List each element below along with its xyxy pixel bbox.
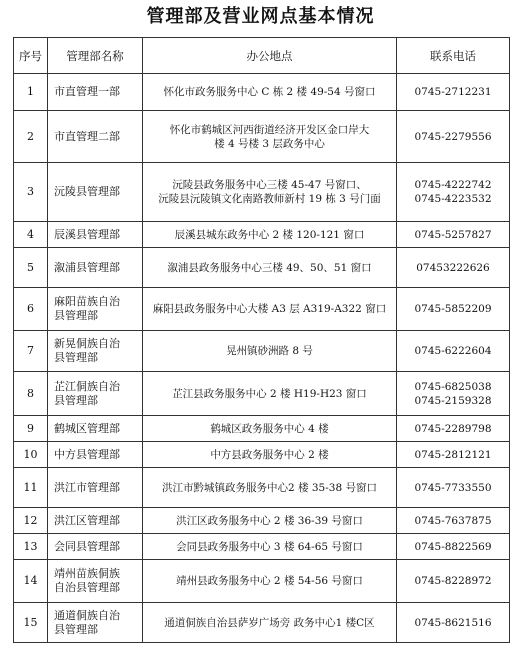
page-title: 管理部及营业网点基本情况 <box>146 6 375 27</box>
table-row <box>14 560 510 603</box>
row-dept: 洪江市管理部 <box>48 468 143 508</box>
table-row <box>14 442 510 468</box>
row-no: 1 <box>14 74 48 111</box>
row-no: 13 <box>14 534 48 560</box>
row-dept: 中方县管理部 <box>48 442 143 468</box>
row-addr: 辰溪县城东政务中心 2 楼 120-121 窗口 <box>143 222 397 248</box>
table-row <box>14 248 510 288</box>
row-no: 2 <box>14 111 48 163</box>
row-no: 12 <box>14 508 48 534</box>
row-addr: 中方县政务服务中心 2 楼 <box>143 442 397 468</box>
table-row <box>14 603 510 643</box>
row-dept: 通道侗族自治 县管理部 <box>48 603 143 643</box>
row-tel: 0745-7637875 <box>397 508 510 534</box>
row-no: 9 <box>14 416 48 442</box>
row-dept: 辰溪县管理部 <box>48 222 143 248</box>
row-tel: 0745-2279556 <box>397 111 510 163</box>
row-addr: 怀化市政务服务中心 C 栋 2 楼 49-54 号窗口 <box>143 74 397 111</box>
row-no: 4 <box>14 222 48 248</box>
row-dept: 新晃侗族自治 县管理部 <box>48 331 143 372</box>
row-no: 3 <box>14 163 48 222</box>
row-tel: 07453222626 <box>397 248 510 288</box>
row-dept: 会同县管理部 <box>48 534 143 560</box>
table-row <box>14 331 510 372</box>
table-row <box>14 163 510 222</box>
row-addr: 靖州县政务服务中心 2 楼 54-56 号窗口 <box>143 560 397 603</box>
row-tel: 0745-2712231 <box>397 74 510 111</box>
row-addr: 沅陵县政务服务中心三楼 45-47 号窗口、 沅陵县沅陵镇文化南路教师新村 19 栋 3 号门面 <box>143 163 397 222</box>
row-addr: 鹤城区政务服务中心 4 楼 <box>143 416 397 442</box>
row-dept: 市直管理二部 <box>48 111 143 163</box>
row-dept: 洪江区管理部 <box>48 508 143 534</box>
table-header-row <box>14 38 510 74</box>
row-dept: 溆浦县管理部 <box>48 248 143 288</box>
row-no: 11 <box>14 468 48 508</box>
table-row <box>14 222 510 248</box>
row-no: 15 <box>14 603 48 643</box>
row-dept: 市直管理一部 <box>48 74 143 111</box>
header-no: 序号 <box>14 38 48 74</box>
row-addr: 会同县政务服务中心 3 楼 64-65 号窗口 <box>143 534 397 560</box>
row-tel: 0745-6222604 <box>397 331 510 372</box>
row-no: 8 <box>14 372 48 416</box>
row-addr: 芷江县政务服务中心 2 楼 H19-H23 窗口 <box>143 372 397 416</box>
table-row <box>14 508 510 534</box>
table-row <box>14 74 510 111</box>
row-tel: 0745-7733550 <box>397 468 510 508</box>
row-no: 10 <box>14 442 48 468</box>
row-dept: 鹤城区管理部 <box>48 416 143 442</box>
row-addr: 麻阳县政务服务中心大楼 A3 层 A319-A322 窗口 <box>143 288 397 331</box>
table-row <box>14 111 510 163</box>
row-tel: 0745-8621516 <box>397 603 510 643</box>
row-tel: 0745-2289798 <box>397 416 510 442</box>
table-row <box>14 468 510 508</box>
row-no: 7 <box>14 331 48 372</box>
row-tel: 0745-5257827 <box>397 222 510 248</box>
row-dept: 沅陵县管理部 <box>48 163 143 222</box>
outlets-table <box>13 37 510 643</box>
row-tel: 0745-6825038 0745-2159328 <box>397 372 510 416</box>
row-tel: 0745-5852209 <box>397 288 510 331</box>
row-addr: 晃州镇砂洲路 8 号 <box>143 331 397 372</box>
row-addr: 怀化市鹤城区河西街道经济开发区金口岸大 楼 4 号楼 3 层政务中心 <box>143 111 397 163</box>
row-dept: 靖州苗族侗族 自治县管理部 <box>48 560 143 603</box>
row-dept: 麻阳苗族自治 县管理部 <box>48 288 143 331</box>
header-dept: 管理部名称 <box>48 38 143 74</box>
row-dept: 芷江侗族自治 县管理部 <box>48 372 143 416</box>
row-tel: 0745-4222742 0745-4223532 <box>397 163 510 222</box>
row-tel: 0745-8822569 <box>397 534 510 560</box>
row-no: 5 <box>14 248 48 288</box>
row-tel: 0745-2812121 <box>397 442 510 468</box>
row-addr: 溆浦县政务服务中心三楼 49、50、51 窗口 <box>143 248 397 288</box>
row-addr: 洪江区政务服务中心 2 楼 36-39 号窗口 <box>143 508 397 534</box>
row-addr: 洪江市黔城镇政务服务中心2 楼 35-38 号窗口 <box>143 468 397 508</box>
row-no: 14 <box>14 560 48 603</box>
row-tel: 0745-8228972 <box>397 560 510 603</box>
table-row <box>14 372 510 416</box>
row-addr: 通道侗族自治县萨岁广场旁 政务中心1 楼C区 <box>143 603 397 643</box>
table-row <box>14 534 510 560</box>
row-no: 6 <box>14 288 48 331</box>
header-addr: 办公地点 <box>143 38 397 74</box>
table-row <box>14 288 510 331</box>
header-tel: 联系电话 <box>397 38 510 74</box>
table-row <box>14 416 510 442</box>
